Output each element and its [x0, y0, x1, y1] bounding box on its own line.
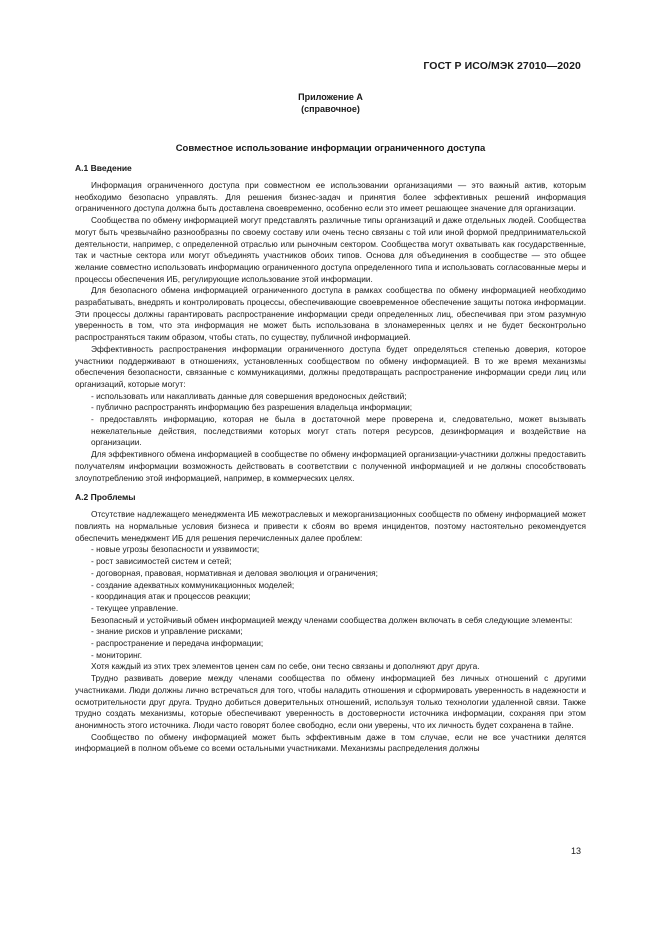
paragraph: Сообщество по обмену информацией может быть эффективным даже в том случае, если не все участники делятся информацией в полном объеме со всеми остальными участниками. Механизмы распределения должны — [75, 731, 586, 754]
paragraph: Хотя каждый из этих трех элементов ценен сам по себе, они тесно связаны и дополняют друг друга. — [91, 661, 480, 672]
list-item: - распространение и передача информации; — [91, 638, 264, 649]
list-item: - создание адекватных коммуникационных моделей; — [91, 579, 295, 590]
paragraph: Сообщества по обмену информацией могут представлять различные типы организаций и даже отдельных людей. Сообщества могут быть чрезвычайно разнообразны по своему составу или очень тесно связаны с той или иной формой предпринимательской деятельности, например, с определенной отраслью или рыночным сектором. Сообщества могут охватывать как государственные, так и частные сектора или могут объединять участников обоих типов. Основа для объединения в сообществе — это общее желание совместно использовать информацию ограниченного доступа определенного типа и использовать согласованные меры и процессы обеспечения ИБ, регулирующие использование этой информации. — [75, 215, 586, 284]
list-item: - публично распространять информацию без разрешения владельца информации; — [91, 402, 413, 413]
list-item: - использовать или накапливать данные для совершения вредоносных действий; — [91, 390, 407, 401]
section-heading-a1: А.1 Введение — [75, 163, 132, 173]
appendix-label: Приложение А — [298, 92, 363, 102]
list-item: - текущее управление. — [91, 602, 179, 613]
paragraph: Безопасный и устойчивый обмен информацией между членами сообщества должен включать в себя следующие элементы: — [91, 614, 573, 625]
paragraph: Отсутствие надлежащего менеджмента ИБ межотраслевых и межорганизационных сообществ по обмену информацией может повлиять на нормальные условия бизнеса и привести к сбоям во время инцидентов, поэтому настоятельно рекомендуется обеспечить менеджмент ИБ для решения перечисленных далее проблем: — [75, 509, 586, 543]
list-item: - рост зависимостей систем и сетей; — [91, 556, 232, 567]
list-item: - договорная, правовая, нормативная и деловая эволюция и ограничения; — [91, 567, 378, 578]
standard-designation: ГОСТ Р ИСО/МЭК 27010—2020 — [423, 60, 581, 72]
paragraph: Для эффективного обмена информацией в сообществе по обмену информацией организации-участники должны предоставить получателям информации возможность действовать в соответствии с полученной информацией и не должны способствовать злоупотреблению этой информацией, например, в коммерческих целях. — [75, 449, 586, 483]
appendix-kind: (справочное) — [301, 103, 360, 114]
section-heading-a2: А.2 Проблемы — [75, 492, 136, 503]
paragraph: Для безопасного обмена информацией ограниченного доступа в рамках сообщества по обмену информацией необходимо разрабатывать, внедрять и контролировать процессы, обеспечивающие своевременное обеспечение защиты потока информации. Эти процессы должны гарантировать распространение информации среди определенных лиц, обеспечивая при этом разумную уверенность в том, что эта информация не может быть использована в злонамеренных целях и не будет бесконтрольно распространяться таким образом, чтобы стать, по существу, публичной информацией. — [75, 285, 586, 343]
paragraph: Информация ограниченного доступа при совместном ее использовании организациями — это важный актив, которым необходимо безопасно управлять. Для решения бизнес-задач и принятия более эффективных решений информация ограниченного доступа должна быть доставлена своевременно, особенно если это имеет решающее значение для организации. — [75, 180, 586, 214]
paragraph: Трудно развивать доверие между членами сообщества по обмену информацией без личных отношений с другими участниками. Люди должны лично встречаться для того, чтобы наладить отношения и сформировать уверенность в надежности и осмотрительности друг друга. Трудно добиться доверительных отношений, используя только технологии удаленной связи. Также трудно создать механизмы, которые обеспечивают уверенность в достоверности источника информации, сохраняя при этом анонимность этого источника. Люди часто говорят более свободно, если они уверены, что их личность будет сохранена в тайне. — [75, 673, 586, 730]
appendix-heading — [0, 92, 661, 115]
list-item: - мониторинг. — [91, 649, 143, 660]
list-item: - координация атак и процессов реакции; — [91, 591, 251, 602]
list-item: - знание рисков и управление рисками; — [91, 626, 243, 637]
list-item: - предоставлять информацию, которая не была в достаточной мере проверена и, следовательно, может вызывать нежелательные действия, последствиями которых могут стать потеря ресурсов, дезинформация и воздействие на организации. — [91, 414, 586, 448]
appendix-title: Совместное использование информации ограниченного доступа — [175, 143, 486, 154]
list-item: - новые угрозы безопасности и уязвимости; — [91, 544, 260, 555]
page-number: 13 — [570, 846, 581, 856]
document-body — [75, 162, 586, 755]
paragraph: Эффективность распространения информации ограниченного доступа будет определяться степенью доверия, которое участники поддерживают в отношениях, установленных сообществом по обмену информацией. В то же время механизмы обеспечения безопасности, связанные с коммуникациями, должны предотвращать распространение информации среди лиц или организаций, которые могут: — [75, 343, 586, 389]
